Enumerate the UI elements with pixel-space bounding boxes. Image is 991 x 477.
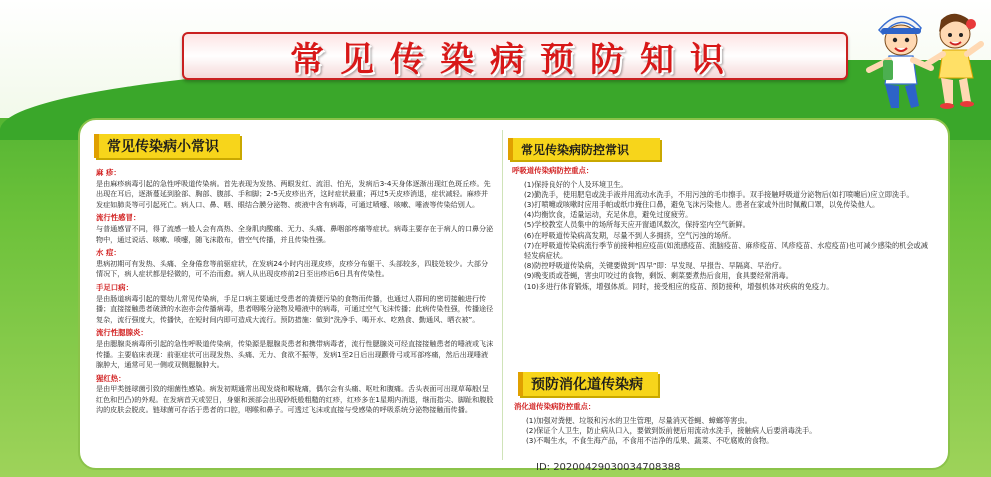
- column-divider: [502, 130, 503, 460]
- text-measles: 是由麻疹病毒引起的急性呼吸道传染病。首先表现为发热、两眼发红、流泪、怕光，发病后3-4天身体逐渐出现红色斑丘疹。先出现在耳后，逐渐蔓延到脸部、胸部、腹部、手和脚；2-5天皮疹出齐，这时症状最重；再过5天皮疹消退，症状减轻。麻疹并发症如肺炎等可引起死亡。病人口、鼻、咽、眼结合膜分泌物、痰液中含有病毒，可通过喷嚏、咳嗽、唾液等传染给别人。: [96, 178, 491, 209]
- text-influenza: 与普通感冒不同，得了流感一般人会有高热、全身肌肉酸痛、无力、头痛、鼻咽部疼痛等症状。病毒主要存在于病人的口鼻分泌物中，通过说话、咳嗽、喷嚏，随飞沫散布，借空气传播，并且传染性强。: [96, 223, 494, 244]
- list-item: (9)晚变质或苍蝇，害虫叮咬过的食物，剩饭、剩菜要煮热后食用，食具要经常消毒。: [524, 271, 793, 281]
- text-chickenpox: 患病初期可有发热、头痛、全身倦怠等前驱症状，在发病24小时内出现皮疹，皮疹分布躯干、头部较多，四肢处较少。大部分情况下，病人症状都是轻微的，可不治而愈。病人从出现皮疹前2日至出疹后6日具有传染性。: [96, 258, 489, 279]
- list-item: (1)加强对粪便、垃圾和污水的卫生管理，尽量消灭苍蝇、蟑螂等害虫。: [526, 415, 752, 425]
- heading-measles: 麻 疹：: [96, 168, 121, 177]
- heading-chickenpox: 水 痘：: [96, 248, 121, 258]
- heading-scarlet-fever: 猩红热：: [96, 373, 126, 383]
- list-item: (7)在呼吸道传染病流行季节前接种相应疫苗(如流感疫苗、流脑疫苗、麻疹疫苗、风疹疫苗、水痘疫苗)也可减少感染的机会或减轻发病症状。: [524, 240, 928, 261]
- section-tag-prevention: 常见传染病防控常识: [508, 138, 660, 160]
- list-item: (6)在呼吸道传染病高发期，尽量不到人多拥挤，空气污浊的场所。: [524, 230, 736, 240]
- list-item: (2)保证个人卫生，防止病从口入，要做到饭前便后用流动水洗手，接触病人后要消毒洗手。: [526, 425, 817, 435]
- page-title: 常见传染病预防知识: [290, 39, 740, 80]
- watermark-id: ID: 20200429030034708388: [536, 462, 681, 473]
- left-column: [96, 168, 494, 416]
- list-item: (3)打喷嚏或咳嗽时应用手帕或纸巾掩住口鼻，避免飞沫污染他人。患者在家或外出时佩戴口罩，以免传染他人。: [524, 200, 880, 209]
- section-tag-common-diseases: 常见传染病小常识: [94, 134, 240, 158]
- text-hfmd: 是由肠道病毒引起的婴幼儿常见传染病，手足口病主要通过受患者的粪便污染的食物而传播，也通过人群间的密切接触进行传播；直接接触患者破溃的水泡亦会传播病毒，患者咽喉分泌物及唾液中的病毒，可通过空气飞沫传播；此病传染性强，传播途径复杂，流行强度大，传播快，在短时间内即可造成大流行。预防措施：做到“洗净手、喝开水、吃熟食、勤通风、晒衣被”。: [96, 293, 494, 324]
- list-item: (2)勤洗手，使用肥皂或洗手液并用流动水洗手，不用污浊的毛巾擦手。双手接触呼吸道分泌物后(如打喷嚏后)应立即洗手。: [524, 189, 914, 199]
- heading-mumps: 流行性腮腺炎：: [96, 328, 148, 338]
- heading-hfmd: 手足口病：: [96, 282, 133, 292]
- right-column: [512, 166, 930, 292]
- text-mumps: 是由腮腺炎病毒所引起的急性呼吸道传染病，传染源是腮腺炎患者和携带病毒者，流行性腮腺炎可经直接接触患者的唾液或飞沫传播。主要临床表现：前驱症状可出现发热、头痛、无力、食欲不振等，发病1至2日后出现颧骨弓或耳部疼痛，然后出现唾液腺肿大，通常可见一侧或双侧腮腺肿大。: [96, 338, 494, 370]
- list-item: (10)多进行体育锻炼，增强体质。同时，接受相应的疫苗、预防接种，增强机体对疾病的免疫力。: [524, 281, 834, 291]
- list-item: (3)不喝生水，不食生海产品，不食用不洁净的瓜果、蔬菜、不吃腐败的食物。: [526, 436, 774, 445]
- text-scarlet-fever: 是由甲类链球菌引致的细菌性感染。病发初期通常出现发烧和喉咙痛，偶尔会有头痛、呕吐和腹痛。舌头表面可出现草莓般(呈红色和凹凸)的外观。在发病首天或翌日，身躯和颈部会出现砂纸般粗糙的红疹，红疹多在1星期内消退，继而指尖、脚趾和腹股沟的皮肤会脱皮。链球菌可存活于患者的口腔，咽喉和鼻子。可透过飞沫或直接与受感染的呼吸系统分泌物接触而传播。: [96, 384, 494, 415]
- list-item: (4)均衡饮食，适量运动，充足休息，避免过度疲劳。: [524, 210, 693, 220]
- heading-respiratory: 呼吸道传染病防控重点：: [512, 166, 594, 175]
- list-item: (8)防控呼吸道传染病，关键要做到“四早”即：早发现、早报告、早隔离、早治疗。: [524, 261, 787, 271]
- digestive-column: [514, 402, 932, 446]
- list-item: (5)学校教室人员集中的场所每天应开窗通风数次，保持室内空气新鲜。: [524, 220, 750, 230]
- section-tag-digestive: 预防消化道传染病: [518, 372, 658, 396]
- list-item: (1)保持良好的个人及环境卫生。: [524, 179, 628, 189]
- cartoon-kids-illustration: [855, 4, 987, 116]
- heading-digestive: 消化道传染病防控重点：: [514, 402, 596, 411]
- heading-influenza: 流行性感冒：: [96, 213, 141, 223]
